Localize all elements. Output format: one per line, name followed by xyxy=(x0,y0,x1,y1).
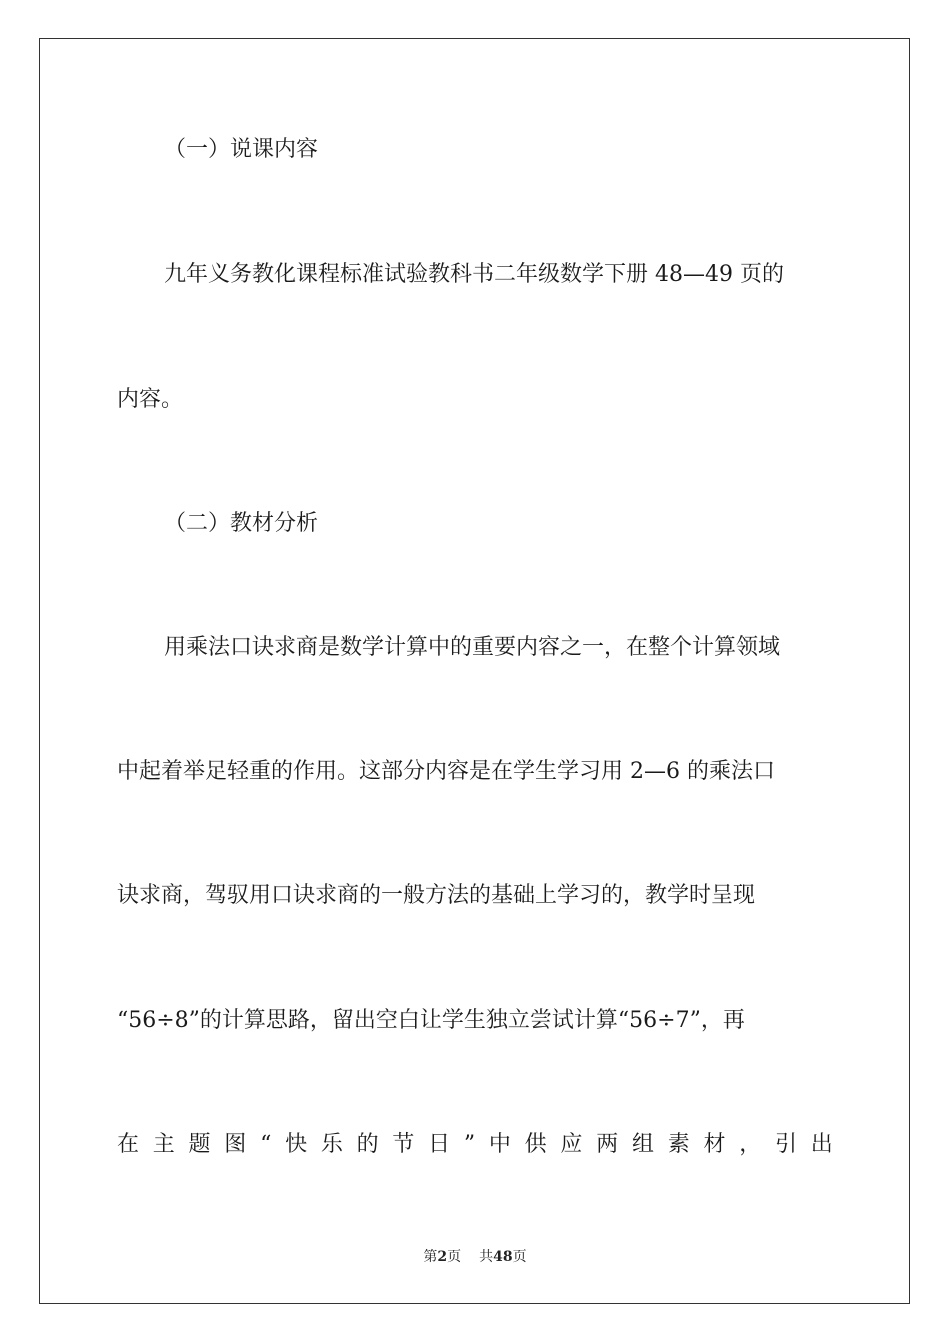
line-5-char: 应 xyxy=(560,1132,583,1157)
line-5-char: 中 xyxy=(488,1132,511,1157)
paragraph-2-line-2: 中起着举足轻重的作用。这部分内容是在学生学习用 2—6 的乘法口 xyxy=(117,759,775,784)
paragraph-2-line-5 xyxy=(117,1131,833,1159)
line-5-char: 题 xyxy=(188,1132,211,1157)
line-5-char: 出 xyxy=(810,1132,833,1157)
paragraph-1-line-1: 九年义务教化课程标准试验教科书二年级数学下册 48—49 页的 xyxy=(164,262,784,287)
line-5-char: 乐 xyxy=(320,1132,343,1157)
footer-total-suffix: 页 xyxy=(512,1249,527,1265)
line-5-char: “ xyxy=(260,1132,272,1157)
line-5-char: 引 xyxy=(775,1132,798,1157)
line-5-char: 组 xyxy=(631,1132,654,1157)
line-5-char: 主 xyxy=(152,1132,175,1157)
section-heading-2: （二）教材分析 xyxy=(164,511,319,536)
paragraph-2-line-3: 诀求商，驾驭用口诀求商的一般方法的基础上学习的，教学时呈现 xyxy=(117,883,756,908)
footer-total-prefix: 共 xyxy=(479,1249,494,1265)
page-border xyxy=(39,38,910,1304)
paragraph-2-line-4: “56÷8”的计算思路，留出空白让学生独立尝试计算“56÷7”，再 xyxy=(117,1008,745,1033)
line-5-char: 节 xyxy=(392,1132,415,1157)
line-5-char: 材 xyxy=(703,1132,726,1157)
paragraph-1-line-2: 内容。 xyxy=(117,387,184,412)
line-5-char: 快 xyxy=(285,1132,308,1157)
line-5-char: 图 xyxy=(224,1132,247,1157)
line-5-char: ” xyxy=(463,1132,476,1157)
section-heading-1: （一）说课内容 xyxy=(164,137,319,162)
footer-page-suffix: 页 xyxy=(447,1249,462,1265)
footer-page-prefix: 第 xyxy=(423,1249,438,1265)
line-5-char: 的 xyxy=(356,1132,379,1157)
line-5-char: ， xyxy=(739,1132,762,1157)
page-footer xyxy=(0,1248,950,1266)
line-5-char: 两 xyxy=(596,1132,619,1157)
line-5-char: 在 xyxy=(117,1132,140,1157)
line-5-char: 供 xyxy=(524,1132,547,1157)
line-5-char: 日 xyxy=(428,1132,451,1157)
line-5-char: 素 xyxy=(667,1132,690,1157)
paragraph-2-line-1: 用乘法口诀求商是数学计算中的重要内容之一，在整个计算领域 xyxy=(164,635,781,660)
footer-total-pages: 48 xyxy=(493,1249,513,1265)
footer-page-number: 2 xyxy=(437,1249,448,1265)
